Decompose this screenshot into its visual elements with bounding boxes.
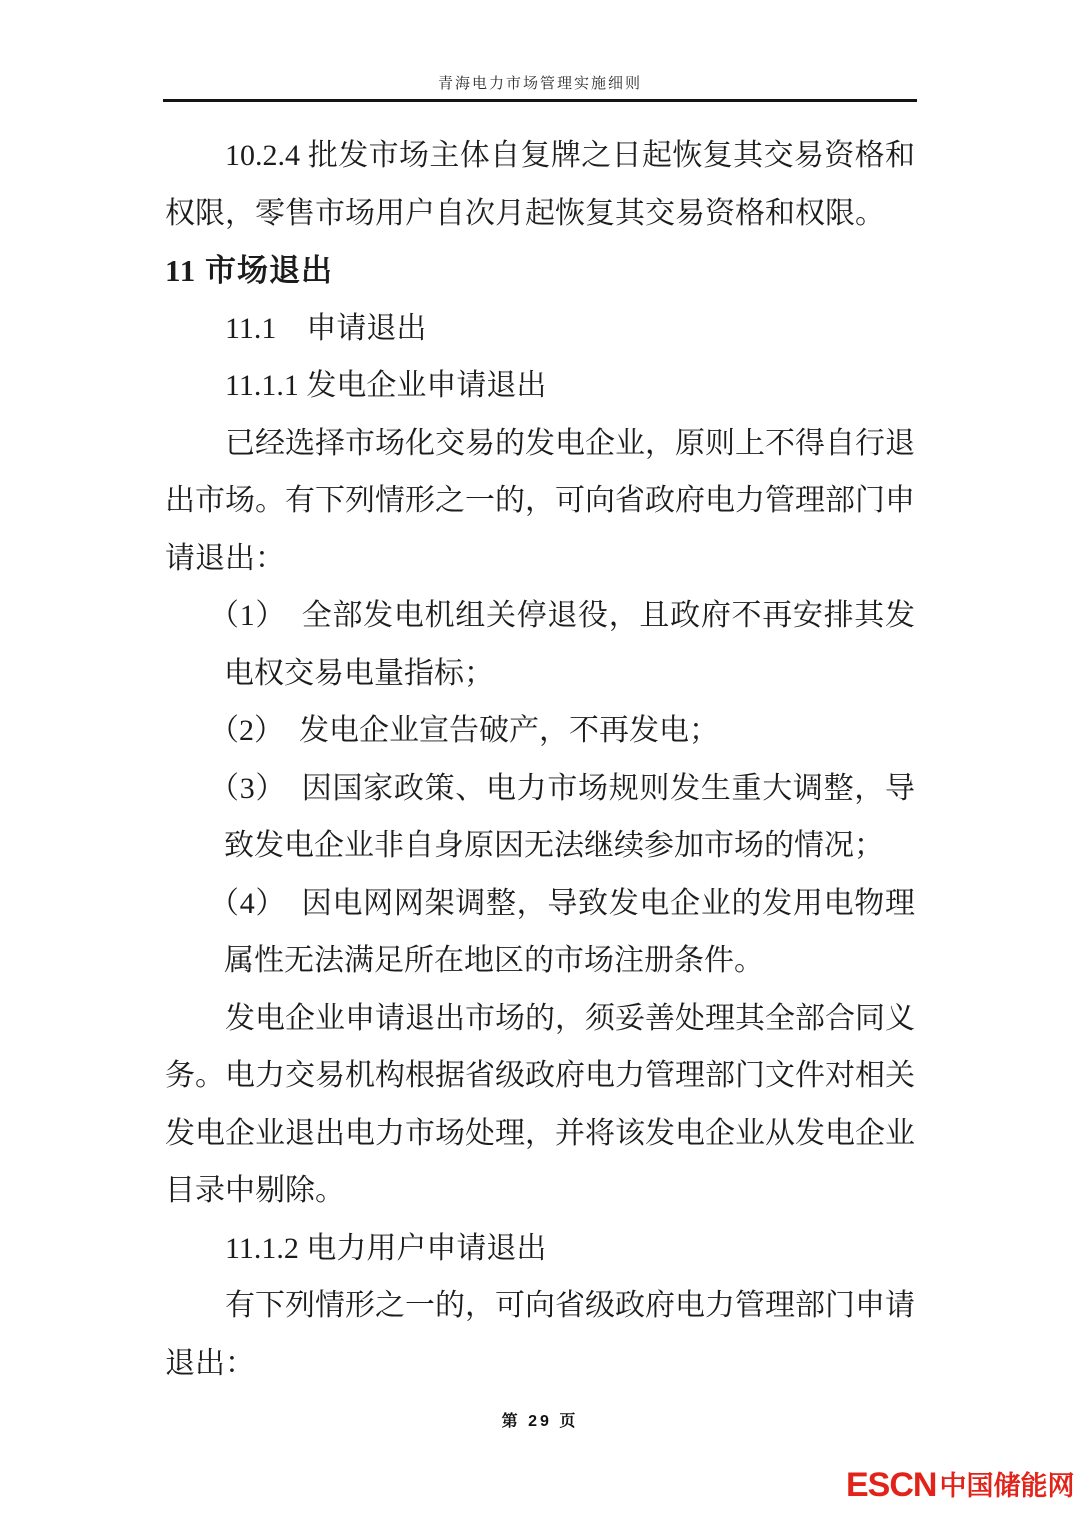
subheading-11-1-1-generator-exit: 11.1.1 发电企业申请退出 [225, 369, 547, 402]
document-header-title: 青海电力市场管理实施细则 [437, 76, 642, 92]
list-item-1: （1） 全部发电机组关停退役，且政府不再安排其发电权交易电量指标； [209, 599, 915, 690]
page-number: 第 29 页 [501, 1413, 579, 1430]
list-item-3: （3） 因国家政策、电力市场规则发生重大调整，导致发电企业非自身原因无法继续参加市场的情况； [209, 771, 915, 862]
escn-logo-latin: ESCN [846, 1466, 937, 1504]
document-body [165, 127, 915, 1392]
exit-condition-list [165, 587, 915, 990]
subheading-11-1-2-user-exit: 11.1.2 电力用户申请退出 [225, 1231, 547, 1265]
para-user-exit-intro: 有下列情形之一的，可向省级政府电力管理部门申请退出： [165, 1289, 915, 1380]
heading-section-11-market-exit: 11 市场退出 [165, 253, 334, 288]
escn-logo-chinese: 中国储能网 [939, 1471, 1075, 1502]
escn-logo [846, 1466, 1075, 1504]
subheading-11-1-apply-exit: 11.1 申请退出 [225, 311, 427, 345]
para-generator-exit-intro: 已经选择市场化交易的发电企业，原则上不得自行退出市场。有下列情形之一的，可向省政府电力管理部门申请退出： [165, 426, 915, 575]
list-item-2: （2） 发电企业宣告破产，不再发电； [209, 714, 719, 747]
list-item-4: （4） 因电网网架调整，导致发电企业的发用电物理属性无法满足所在地区的市场注册条件。 [209, 886, 915, 977]
para-contract-obligation: 发电企业申请退出市场的，须妥善处理其全部合同义务。电力交易机构根据省级政府电力管理部门文件对相关发电企业退出电力市场处理，并将该发电企业从发电企业目录中剔除。 [165, 1001, 915, 1207]
header-divider [163, 99, 917, 102]
para-10-2-4: 10.2.4 批发市场主体自复牌之日起恢复其交易资格和权限，零售市场用户自次月起恢复其交易资格和权限。 [165, 139, 915, 230]
